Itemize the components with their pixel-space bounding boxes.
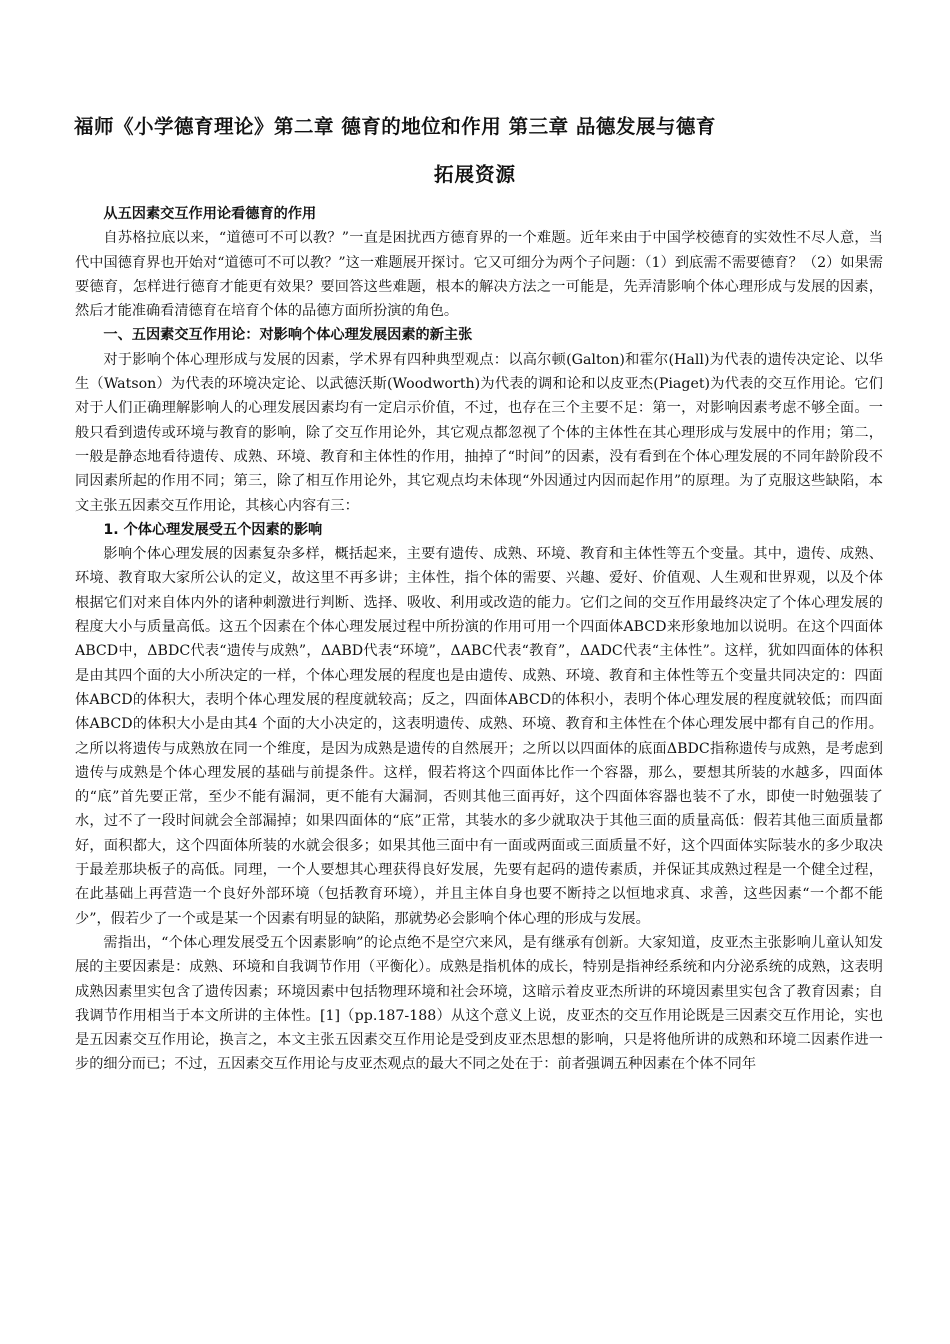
document-body (75, 202, 883, 1077)
paragraph-intro: 自苏格拉底以来，“道德可不可以教？”一直是困扰西方德育界的一个难题。近年来由于中国学校德育的实效性不尽人意，当代中国德育界也开始对“道德可不可以教？”这一难题展开探讨。它又可细分为两个子问题：（1）到底需不需要德育？（2）如果需要德育，怎样进行德育才能更有效果？要回答这些难题，根本的解决方法之一可能是，先弄清影响个体心理形成与发展的因素，然后才能准确看清德育在培育个体的品德方面所扮演的角色。 (75, 230, 883, 320)
document-subtitle: 拓展资源 (433, 163, 516, 186)
paragraph-four-views: 对于影响个体心理形成与发展的因素，学术界有四种典型观点：以高尔顿(Galton)和霍尔(Hall)为代表的遗传决定论、以华生（Watson）为代表的环境决定论、以武德沃斯(Woodworth)为代表的调和论和以皮亚杰(Piaget)为代表的交互作用论。它们对于人们正确理解影响人的心理发展因素均有一定启示价值，不过，也存在三个主要不足：第一，对影响因素考虑不够全面。一般只看到遗传或环境与教育的影响，除了交互作用论外，其它观点都忽视了个体的主体性在其心理形成与发展中的作用；第二，一般是静态地看待遗传、成熟、环境、教育和主体性的作用，抽掉了“时间”的因素，没有看到在个体心理发展的不同年龄阶段不同因素所起的作用不同；第三，除了相互作用论外，其它观点均未体现“外因通过内因而起作用”的原理。为了克服这些缺陷，本文主张五因素交互作用论，其核心内容有三： (75, 351, 883, 514)
heading-five-factors: 1. 个体心理发展受五个因素的影响 (103, 521, 323, 538)
document-title: 福师《小学德育理论》第二章 德育的地位和作用 第三章 品德发展与德育 (74, 115, 716, 138)
paragraph-tetrahedron: 影响个体心理发展的因素复杂多样，概括起来，主要有遗传、成熟、环境、教育和主体性等五个变量。其中，遗传、成熟、环境、教育取大家所公认的定义，故这里不再多讲；主体性，指个体的需要、兴趣、爱好、价值观、人生观和世界观，以及个体根据它们对来自体内外的诸种刺激进行判断、选择、吸收、利用或改造的能力。它们之间的交互作用最终决定了个体心理发展的程度大小与质量高低。这五个因素在个体心理发展过程中所扮演的作用可用一个四面体ABCD来形象地加以说明。在这个四面体ABCD中，ΔBDC代表“遗传与成熟”，ΔABD代表“环境”，ΔABC代表“教育”，ΔADC代表“主体性”。这样，犹如四面体的体积是由其四个面的大小所决定的一样，个体心理发展的程度也是由遗传、成熟、环境、教育和主体性等五个变量共同决定的：四面体ABCD的体积大，表明个体心理发展的程度就较高；反之，四面体ABCD的体积小，表明个体心理发展的程度就较低；而四面体ABCD的体积大小是由其4 个面的大小决定的，这表明遗传、成熟、环境、教育和主体性在个体心理发展中都有自己的作用。之所以将遗传与成熟放在同一个维度，是因为成熟是遗传的自然展开；之所以以四面体的底面ΔBDC指称遗传与成熟，是考虑到遗传与成熟是个体心理发展的基础与前提条件。这样，假若将这个四面体比作一个容器，那么，要想其所装的水越多，四面体的“底”首先要正常，至少不能有漏洞，更不能有大漏洞，否则其他三面再好，这个四面体容器也装不了水，即使一时勉强装了水，过不了一段时间就会全部漏掉；如果四面体的“底”正常，其装水的多少就取决于其他三面的质量高低：假若其他三面质量都好，面积都大，这个四面体所装的水就会很多；如果其他三面中有一面或两面或三面质量不好，这个四面体实际装水的多少取决于最差那块板子的高低。同理，一个人要想其心理获得良好发展，先要有起码的遗传素质，并保证其成熟过程是一个健全过程，在此基础上再营造一个良好外部环境（包括教育环境），并且主体自身也要不断持之以恒地求真、求善，这些因素“一个都不能少”，假若少了一个或是某一个因素有明显的缺陷，那就势必会影响个体心理的形成与发展。 (75, 546, 883, 927)
heading-five-factor-theory: 一、五因素交互作用论：对影响个体心理发展因素的新主张 (103, 327, 473, 344)
paragraph-piaget: 需指出，“个体心理发展受五个因素影响”的论点绝不是空穴来风，是有继承有创新。大家知道，皮亚杰主张影响儿童认知发展的主要因素是：成熟、环境和自我调节作用（平衡化）。成熟是指机体的成长，特别是指神经系统和内分泌系统的成熟，这表明成熟因素里实包含了遗传因素；环境因素中包括物理环境和社会环境，这暗示着皮亚杰所讲的环境因素里实包含了教育因素；自我调节作用相当于本文所讲的主体性。[1]（pp.187-188）从这个意义上说，皮亚杰的交互作用论既是三因素交互作用论，实也是五因素交互作用论，换言之，本文主张五因素交互作用论是受到皮亚杰思想的影响，只是将他所讲的成熟和环境二因素作进一步的细分而已；不过，五因素交互作用论与皮亚杰观点的最大不同之处在于：前者强调五种因素在个体不同年 (75, 934, 883, 1073)
section-heading: 从五因素交互作用论看德育的作用 (103, 206, 317, 222)
